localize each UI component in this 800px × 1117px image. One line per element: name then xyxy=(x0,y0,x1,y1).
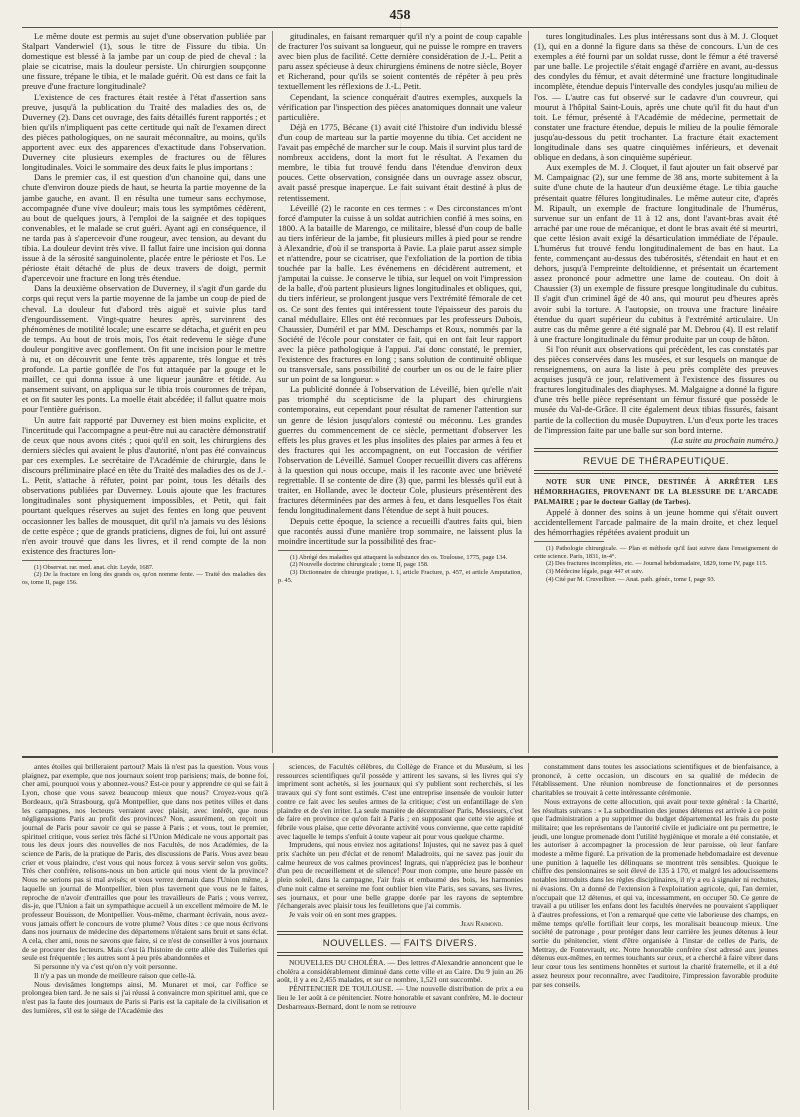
column-divider xyxy=(528,763,529,1110)
paragraph: Appelé à donner des soins à un jeune homme qui s'était ouvert accidentellement l'arcade palmaire de la main droite, et chez lequel des hémorrhagies répétées avaient produit un xyxy=(534,506,778,538)
footnote: (2) Des fractures incomplètes, etc. — Journal hebdomadaire, 1829, tome IV, page 115. xyxy=(546,560,768,568)
footnote-rule xyxy=(278,550,348,551)
author-signature: Jean Raimond. xyxy=(460,918,503,928)
paragraph: Déjà en 1775, Bécane (1) avait cité l'histoire d'un individu blessé d'un coup de marteau sur la partie moyenne du tibia. Cet accident ne l'avait pas empêché de marcher sur le coup. Mais il survint plus tard de nombreux accidens, dont la mort fut le résultat. A l'examen du membre, le tibia fut trouvé fendu dans l'étendue d'environ deux pouces. Cette observation, consignée dans un ouvrage assez obscur, avait passé presque inaperçue. Le fait suivant était destiné à plus de retentissement. xyxy=(278,121,522,203)
footnote: (2) Nouvelle doctrine chirurgicale ; tome II, page 158. xyxy=(290,561,429,569)
paragraph: Si personne n'y va c'est qu'on n'y voit personne. xyxy=(34,962,178,972)
paragraph: antes étoiles qui brilleraient partout? Mais là n'est pas la question. Vous vous plaignez, par exemple, que nos journaux soient trop parisiens; mais, de bonne foi, cher ami, pourquoi vous y abonnez-vous? Est-ce pour y apprendre ce qui se fait à Lyon, chose que vous savez beaucoup mieux que nous? Croyez-vous qu'à Bordeaux, qu'à Strasbourg, qu'à Montpellier, que dans nos petites villes et dans les campagnes, nos lecteurs verraient avec plaisir, avec intérêt, que nous négligeassions Paris au profit des provinces? Non, assurément, on reçoit un journal de Paris pour savoir ce qui se passe à Paris ; et vous, tout le premier, spirituel critique, vous seriez très fâché si l'Union Médicale ne vous apportait pas tous les deux jours des nouvelles de nos Facultés, de nos Académies, de la science de Paris, de la pratique de Paris, des discussions de Paris. Vous avez beau crier et vous plaindre, c'est vous qui nous forcez à vous servir selon vos goûts. Très cher confrère, relisons-nous un bon article qui nous vient de la province? Nous ne serions pas si mal avisés; et vous verrez demain dans l'Union même, à laquelle un journal de Montpellier, bien plus tavernent que vous ne le faites, reproche de n'avoir d'entrailles que pour les travailleurs de Paris ; vous verrez, dis-je, que l'Union a fait un sympathique accueil à un excellent mémoire de M. le professeur Bouisson, de Montpellier. Vous-même, charmant écrivain, nous avez-vous jamais offert le concours de votre plume? Vous dites : ce que nous écrivons dans nos journaux de médecine des départemens n'étaient sans bruit et sans éclat. A cela, cher ami, nous ne savons que faire, si ce n'est de conseiller à vos journaux de se procurer des lecteurs. Mais c'est là l'histoire de cette allée des Tuileries qui seule est fréquentée ; les autres sont à peu près abandonnées et xyxy=(22,763,268,963)
paragraph: Si l'on réunit aux observations qui précèdent, les cas constatés par des pièces conservées dans les musées, et sur lesquels on manque de renseignemens, on aura la liste à peu près complète des preuves acquises jusqu'à ce jour, relativement à l'existence des fissures ou fractures longitudinales des diaphyses. M. Malgaigne a donné la figure d'une très belle pièce représentant un fémur fissuré que possède le musée du Val-de-Grâce. Il cite également deux tibias fissurés, faisant partie de la collection du musée Dupuytren. L'un d'eux porte les traces de l'impression faite par une balle sur son bord interne. xyxy=(534,343,778,435)
page-number: 458 xyxy=(389,8,411,23)
paragraph: gitudinales, en faisant remarquer qu'il n'y a point de coup capable de fracturer l'os suivant sa longueur, qui ne puisse le rompre en travers avec bien plus de facilité. Cette dernière considération de J.-L. Petit a paru assez spécieuse à deux chirurgiens éminens de notre siècle, Boyer et Richerand, pour qu'ils se soient contentés de répéter à peu près textuellement les réflexions de J.-L. Petit. xyxy=(278,31,522,92)
paragraph: sciences, de Facultés célèbres, du Collège de France et du Muséum, si les ressources scientifiques qu'il possède y attirent les savans, si les livres qui s'y impriment sont achetés, si les journaux qui s'y publient sont recherchés, si les travaux qui s'y font sont estimés. C'est une entreprise insensée de vouloir lutter contre ce fait avec les seules armes de la critique; c'est un enfantillage de s'en plaindre et de s'en irriter. La seule manière de décentraliser Paris, Messieurs, c'est de faire en province ce qu'on fait à Paris ; en supposant que cette vie agitée et fébrile vous plaise, que cette dévorante activité vous convienne, que cette rapidité avec laquelle le temps s'enfuit à toute vapeur ait pour vous quelque charme. xyxy=(277,763,523,841)
footnote-rule xyxy=(22,560,92,561)
article-paragraphs xyxy=(22,31,266,556)
paragraph: La publicité donnée à l'observation de Léveillé, bien qu'elle n'ait pas triomphé du scepticisme de la plupart des chirurgiens contemporains, eut cependant pour résultat de ramener l'attention sur un genre de lésion jusqu'alors contesté ou méconnu. Les grandes guerres du commencement de ce siècle, permettant d'observer les effets les plus graves et les plus insolites des plaies par armes à feu et des fractures qui les accompagnent, on eut l'occasion de vérifier l'observation de Léveillé. Samuel Cooper recueillit divers cas afférens à la question qui nous occupe, mais il les raconte avec une brièveté regrettable. Il se contente de dire (3) que, parmi les blessés qu'il eut à traiter, en Hollande, avec le docteur Cole, plusieurs présentèrent des fractures déterminées par des armes à feu, et dans lesquelles l'os était fendu longitudinalement dans l'étendue de sept à huit pouces. xyxy=(278,384,522,516)
paragraph: Dans la deuxième observation de Duverney, il s'agit d'un garde du corps qui reçut vers la partie moyenne de la jambe un coup de pied de cheval. La douleur fut d'abord très aiguë et suivie plus tard d'engourdissement. Vingt-quatre heures après, survinrent des phénomènes de motilité locale; une escarre se détacha, et guérit en peu de temps. Au bout de trois mois, l'os était redevenu le siège d'une douleur pongitive avec gonflement. On fit une incision pour le mettre à nu, et on découvrit une fente très apparente, très longue et très profonde. La partie gonflée de l'os fut attaquée par la gouge et le maillet, ce qui donna issue à une liqueur jaunâtre et fétide. Au pansement suivant, on appliqua sur le tibia trois couronnes de trépan, et on fit sauter les ponts. La moelle était abcédée; il fallut quatre mois pour l'entière guérison. xyxy=(22,283,266,415)
paragraph: Un autre fait rapporté par Duverney est bien moins explicite, et l'incertitude qui l'accompagne a peut-être nui au caractère démonstratif de ceux que nous avons cités ; quoi qu'il en soit, les chirurgiens des derniers siècles qui avaient le plus d'autorité, n'ont pas été convaincus par ces exemples. Le secrétaire de l'Académie de chirurgie, dans le discours préliminaire placé en tête du Traité des maladies des os de J.-L. Petit, s'attache à réfuter, point par point, tous les détails des observations publiées par Duverney. Louis ajoute que les fractures longitudinales sont physiquement impossibles, et Petit, qui fait pourtant quelques réserves au sujet des fentes en long que peuvent occasionner les balles de mousquet, dit qu'il n'a jamais vu des lésions de cette espèce ; que de grands praticiens, dignes de foi, lui ont assuré n'en avoir trouvé que dans les livres, et il rend compte de la non existence des fractures lon- xyxy=(22,414,266,556)
footnote: (3) Médecine légale, page 447 et suiv. xyxy=(546,568,644,575)
section-subtitle: NOTE SUR UNE PINCE, DESTINÉE À ARRÊTER LES HÉMORRHAGIES, PROVENANT DE LA BLESSURE DE L'ARCADE PALMAIRE ; par le docteur Gallay (de Tarbes). xyxy=(534,477,778,506)
section-title: REVUE DE THÉRAPEUTIQUE. xyxy=(583,455,729,467)
paragraph: tures longitudinales. Les plus intéressans sont dus à M. J. Cloquet (1), qui en a donné la figure dans sa thèse de concours. L'un de ces exemples a été fourni par un soldat russe, dont le fémur a été traversé par une balle. Le projectile s'était engagé d'arrière en avant, au-dessus des condyles du fémur, et avait déterminé une fracture longitudinale incomplète, étendue depuis l'intervalle des condyles jusqu'au milieu de l'os. — L'autre cas fut observé sur le cadavre d'un couvreur, qui mourut à l'hôpital Saint-Louis, après une chute qu'il fit du haut d'un toit. Le fémur, présenté à l'Académie de médecine, permettait de constater une fracture étendue, depuis le milieu de la poulie fémorale jusqu'au-dessous du petit trochanter. La fracture était exactement longitudinale dans ses quatre cinquièmes inférieurs, et devenait oblique en dedans, à son cinquième supérieur. xyxy=(534,31,778,163)
column-divider xyxy=(272,31,273,753)
article-paragraphs xyxy=(534,507,778,537)
footnote-rule xyxy=(534,541,604,542)
paragraph: Dans le premier cas, il est question d'un chanoine qui, dans une chute d'environ douze pieds de haut, se heurta la partie moyenne de la jambe gauche, en avant. Il en résulta une tumeur sans ecchymose, accompagnée d'une vive douleur; mais tous les symptômes cédèrent, au bout de quelques jours, à l'emploi de la saignée et des topiques convenables, et le malade se crut guéri. Ayant agi en conséquence, il ne tarda pas à s'apercevoir d'une rougeur, avec tension, au devant du tibia. La douleur devint très vive. Il fallut faire une incision qui donna issue à de la sérosité sanguinolente, placée entre le périoste et l'os. Le périoste était détaché de plus de deux travers de doigt, permit d'apercevoir une fracture en long très étendue. xyxy=(22,172,266,284)
footnote: (3) Dictionnaire de chirurgie pratique, t. 1, article Fracture, p. 457, et article Amputation, p. 45. xyxy=(278,568,522,584)
footnote: (1) Abrégé des maladies qui attaquent la substance des os. Toulouse, 1775, page 134. xyxy=(290,553,508,561)
footnote: (1) Observat. rar. med. anat. chir. Leyde, 1687. xyxy=(34,563,154,571)
footnote: (1) Pathologie chirurgicale. — Plan et méthode qu'il faut suivre dans l'enseignement de cette science. Paris, 1831, in-4°. xyxy=(534,545,778,560)
news-paragraphs xyxy=(532,763,778,989)
feuilleton-column-3 xyxy=(532,763,778,1110)
section-rule xyxy=(534,448,778,452)
paragraph: Imprudens, qui nous enviez nos agitations! Injustes, qui ne savez pas à quel prix s'achète un peu d'éclat et de renom! Maladroits, qui ne savez pas jouir du calme heureux de vos calmes provinces! Ingrats, qui n'appréciez pas le bonheur d'un peu de recueillement et de silence! Pour mon compte, une heure passée en plein soleil, dans la campagne, l'air frais et embaumé des bois, les harmonies d'une nuit calme et sereine me font oublier bien vite Paris, ses savans, ses livres, ses journaux, et pour une belle grappe dorée par les rayons de septembre j'échangerais avec plaisir tous les feuilletons que j'ai commis. xyxy=(277,840,523,911)
feuilleton-paragraphs xyxy=(22,763,268,1015)
paragraph: constamment dans toutes les associations scientifiques et de bienfaisance, a prononcé, à cette occasion, un discours en sa qualité de médecin de l'établissement. Une réunion nombreuse de fonctionnaires et de personnes charitables se trouvait à cette intéressante cérémonie. xyxy=(532,763,778,798)
column-divider xyxy=(273,763,274,1110)
footnote: (2) De la fracture en long des grands os, qu'on nomme fente. — Traité des maladies des os, tome II, page 156. xyxy=(22,571,266,587)
paragraph: L'existence de ces fractures était restée à l'état d'assertion sans preuve, jusqu'à la publication du Traité des maladies des os, de Duverney (2). Dans cet ouvrage, des faits détaillés furent rapportés ; et bien qu'ils n'impliquent pas cette certitude qui naît de l'examen direct des pièces pathologiques, on ne saurait méconnaître, au moins, qu'ils apportent avec eux des apparences d'exactitude dans l'observation. Duverney cite plusieurs exemples de fractures ou de fêlures longitudinales. Voici le sommaire des deux faits le plus importans : xyxy=(22,91,266,173)
feuilleton-column-1 xyxy=(22,763,268,1110)
paragraph: Le même doute est permis au sujet d'une observation publiée par Stalpart Vanderwiel (1), sous le titre de Fissure du tibia. Un domestique est blessé à la jambe par un coup de pied de cheval : la plaie se cicatrise, mais la douleur persiste. Un chirurgien soupçonne une fissure, trépane le tibia, et le malade guérit. Où est dans ce fait la preuve d'une fracture longitudinale? xyxy=(22,31,266,92)
paragraph: NOUVELLES DU CHOLÉRA. — Des lettres d'Alexandrie annoncent que le choléra a considérablement diminué dans cette ville et au Caire. Du 9 juin au 26 août, il y a eu 2,455 malades, et sur ce nombre, 1,521 ont succombé. xyxy=(277,958,523,985)
section-rule xyxy=(534,470,778,474)
news-title: NOUVELLES. — FAITS DIVERS. xyxy=(322,938,478,950)
paragraph: Cependant, la science conquérait d'autres exemples, auxquels la vérification par l'inspection des pièces anatomiques donnait une valeur particulière. xyxy=(278,91,522,122)
article-column-3 xyxy=(534,31,778,753)
paragraph: PÉNITENCIER DE TOULOUSE. — Une nouvelle distribution de prix a eu lieu le 1er août à ce pénitencier. Notre honorable et savant confrère, M. le docteur Desbarreaux-Bernard, dont le nom se retrouve xyxy=(277,984,523,1011)
footnote: (4) Cité par M. Cruveilhier. — Anat. path. génér., tome I, page 93. xyxy=(546,575,716,583)
paragraph: Il n'y a pas un monde de meilleure raison que celle-là. xyxy=(34,970,196,980)
paragraph: Nous extrayons de cette allocution, qui avait pour texte général : la Charité, les résultats suivans : « La subordination des jeunes détenus est arrivée à ce point que l'administration a pu supprimer du budget départemental les frais du poste militaire; que les représentans de l'autorité civile et judiciaire ont pu permettre, le jeudi, une longue promenade dont l'utilité hygiénique et morale a été constatée, et les autoriser à accompagner la procession de leur paroisse, où leur fanfare modeste a même figuré. La privation de la promenade hebdomadaire est devenue une punition à laquelle les délinquans se montrent très sensibles. Quoique le chiffre des pensionnaires se soit élevé de 135 à 170, et malgré les adoucissemens notables introduits dans les règles disciplinaires, il n'y a eu à signaler ni rechutes, ni évasions. On a donné de l'extension à l'exploitation agricole, qui, l'an dernier, n'occupait que 12 détenus, et qui va, incessamment, en occuper 50. Ce genre de travail a pu utiliser les enfans dont les facultés énervées ne pouvaient s'appliquer à d'autres professions, et l'on a remarqué que cette vie laborieuse des champs, en même temps qu'elle fortifiait leur corps, les moralisait beaucoup mieux. Une société de patronage , pour protéger dans leur carrière les jeunes détenus à leur sortie du pénitencier, vient d'être organisée à l'instar de celles de Paris, de Mettray, de Fontevrault, etc. Notre honorable confrère s'est adressé aux jeunes détenus eux-mêmes, en termes touchants sur ceux, et a cherché à faire vibrer dans leur cœur tous les sentimens honnêtes et surtout la charité fraternelle, et il a été assez heureux pour reconnaître, avec l'auditoire, l'impression favorable produite par ses conseils. xyxy=(532,796,778,989)
page-fold xyxy=(400,8,401,1110)
article-column-1 xyxy=(22,31,266,753)
paragraph: Je vais voir où en sont mes grappes. xyxy=(289,909,397,919)
paragraph: Léveillé (2) le raconte en ces termes : « Des circonstances m'ont forcé d'amputer la cuisse à un soldat autrichien confié à mes soins, en 1800. A la bataille de Marengo, ce militaire, blessé d'un coup de balle au tiers inférieur de la jambe, fit plusieurs milles à pied pour se rendre à Alexandrie, d'où il se transporta à Pavie. La plaie parut assez simple et n'attendre, pour se cicatriser, que l'exfoliation de la portion de tibia touchée par la balle. Les événemens en décidèrent autrement, et j'amputai la cuisse. Je conserve le tibia, sur lequel on voit l'impression de la balle, d'où partent plusieurs lignes longitudinales et obliques, qui, du tiers inférieur, se prolongent jusque vers l'extrémité fémorale de cet os. Ce sont des fentes qui intéressent toute l'épaisseur des parois du canal médullaire. Elles ont été reconnues par les professeurs Dubois, Chaussier, Duméril et par MM. Deschamps et Roux, nommés par la Société de l'école pour constater ce fait, qui en ont fait leur rapport avec la pièce pathologique à l'appui. J'ai donc constaté, le premier, l'existence des fractures en long ; sans solution de continuité oblique ou transversale, sans possibilité de courber un os ou de le faire plier sur un point de sa longueur. » xyxy=(278,202,522,385)
article-paragraphs xyxy=(534,31,778,435)
column-divider xyxy=(528,31,529,753)
footnotes xyxy=(534,545,778,583)
paragraph: Aux exemples de M. J. Cloquet, il faut ajouter un fait observé par M. Campaignac (2), sur une femme de 38 ans, morte subitement à la suite d'une chute de la hauteur d'un deuxième étage. Le tibia gauche présentait quatre fêlures longitudinales. Le même auteur cite, d'après M. Ripault, un exemple de fracture longitudinale de l'humérus, survenue sur un enfant de 11 à 12 ans, dont l'avant-bras avait été arraché par une roue de mécanique, et dont le bras avait été si meurtri, que cette lésion avait exigé la désarticulation immédiate de l'épaule. L'humérus fut trouvé fendu longitudinalement de bas en haut. La fente, commençant au-dessus des tubérosités, s'étendait en haut et en dehors, jusqu'à l'empreinte deltoïdienne, et présentait un écartement assez prononcé pour admettre une lame de couteau. On doit à Chaussier (3) un exemple de fissure presque longitudinale du cubitus. Il s'agit d'un criminel âgé de 40 ans, qui mourut peu d'heures après avoir subi la torture. A l'autopsie, on trouva une fracture linéaire étendue du quart supérieur du cubitus à l'extrémité articulaire. Un autre cas du même genre a été signalé par M. Debrou (4). Il est relatif à une fracture longitudinale du fémur produite par un coup de bâton. xyxy=(534,162,778,344)
paragraph: Nous devisâmes longtemps ainsi, M. Munaret et moi, car l'office se prolongea bien tard. Je ne sais si j'ai réussi à convaincre mon spirituel ami, que ce n'est pas la faute des journaux de Paris si Paris est la capitale de la civilisation et des lumières, s'il est le siège de l'Académie des xyxy=(22,979,268,1015)
newspaper-page xyxy=(22,8,778,1110)
paragraph: Depuis cette époque, la science a recueilli d'autres faits qui, bien que racontés aussi d'une manière trop sommaire, ne laissent plus la moindre incertitude sur la possibilité des frac- xyxy=(278,515,522,546)
continued-note: (La suite au prochain numéro.) xyxy=(670,434,778,445)
footnotes xyxy=(22,564,266,587)
